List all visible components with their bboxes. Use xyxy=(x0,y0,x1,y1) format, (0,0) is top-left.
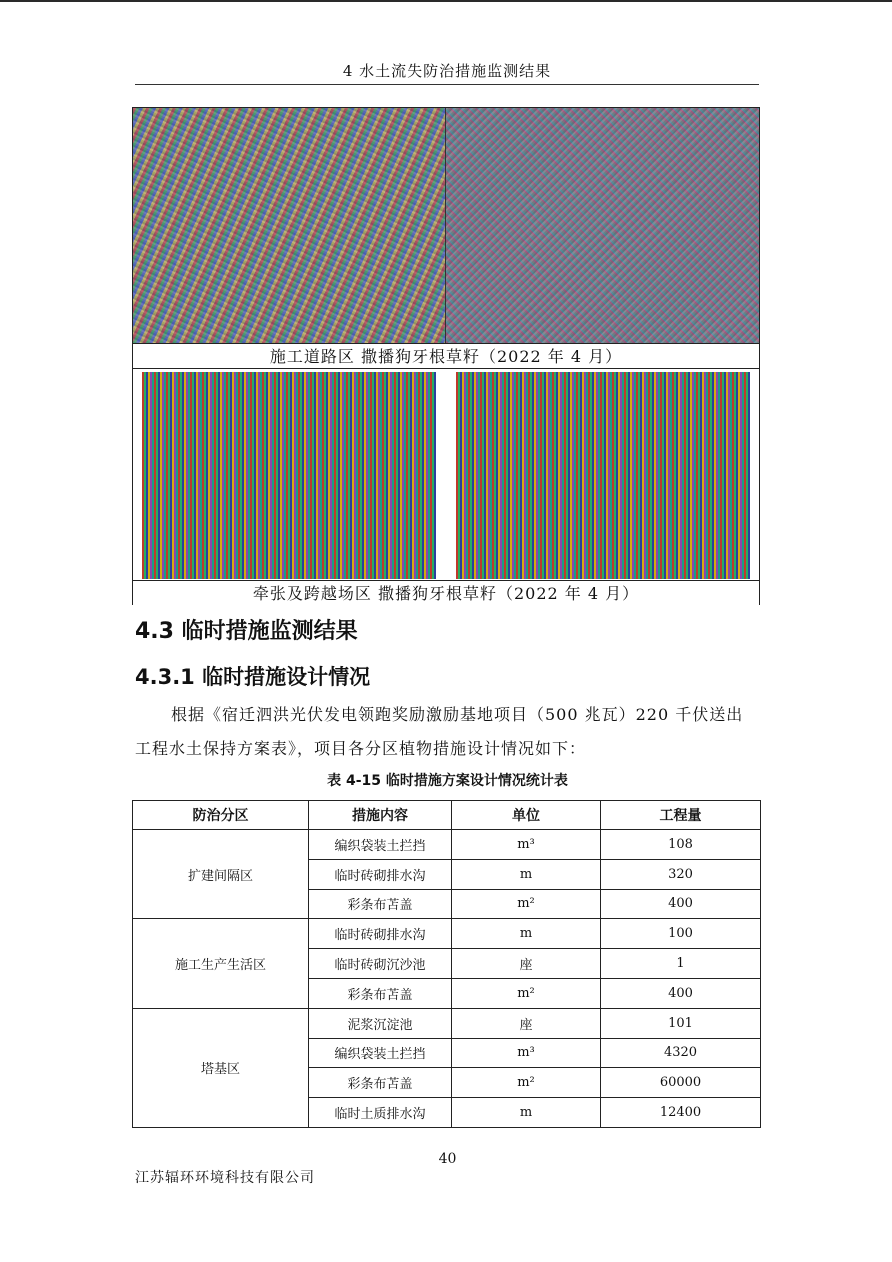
unit-cell: m² xyxy=(452,889,601,919)
unit-cell: m xyxy=(452,919,601,949)
photo-caption-tension-area: 牵张及跨越场区 撒播狗牙根草籽（2022 年 4 月） xyxy=(133,580,759,605)
unit-cell: m³ xyxy=(452,1038,601,1068)
unit-cell: 座 xyxy=(452,1008,601,1038)
qty-cell: 1 xyxy=(601,949,761,979)
header-cell: 防治分区 xyxy=(133,801,309,830)
page-number: 40 xyxy=(438,1151,457,1167)
measure-cell: 临时砖砌排水沟 xyxy=(309,919,452,949)
header-cell: 措施内容 xyxy=(309,801,452,830)
zone-cell: 扩建间隔区 xyxy=(133,830,309,919)
unit-cell: m³ xyxy=(452,830,601,860)
table-row xyxy=(133,919,761,949)
qty-cell: 320 xyxy=(601,859,761,889)
header-rule xyxy=(135,84,759,85)
running-header: 4 水土流失防治措施监测结果 xyxy=(342,62,552,80)
photo-caption-road-area: 施工道路区 撒播狗牙根草籽（2022 年 4 月） xyxy=(133,343,759,369)
unit-cell: 座 xyxy=(452,949,601,979)
qty-cell: 400 xyxy=(601,889,761,919)
qty-cell: 100 xyxy=(601,919,761,949)
measure-cell: 编织袋装土拦挡 xyxy=(309,1038,452,1068)
measure-cell: 彩条布苫盖 xyxy=(309,889,452,919)
table-row xyxy=(133,1008,761,1038)
qty-cell: 12400 xyxy=(601,1098,761,1128)
subsection-heading: 4.3.1 临时措施设计情况 xyxy=(135,665,371,689)
photo-tension-area-1 xyxy=(142,372,436,579)
measure-cell: 临时砖砌排水沟 xyxy=(309,859,452,889)
qty-cell: 400 xyxy=(601,978,761,1008)
section-heading: 4.3 临时措施监测结果 xyxy=(135,619,358,644)
photo-tension-area-2 xyxy=(456,372,750,579)
measure-cell: 彩条布苫盖 xyxy=(309,1068,452,1098)
unit-cell: m xyxy=(452,1098,601,1128)
measure-cell: 临时砖砌沉沙池 xyxy=(309,949,452,979)
measure-cell: 泥浆沉淀池 xyxy=(309,1008,452,1038)
table-row xyxy=(133,830,761,860)
measure-cell: 临时土质排水沟 xyxy=(309,1098,452,1128)
photo-road-area-1 xyxy=(133,108,446,343)
photo-road-area-2 xyxy=(446,108,759,343)
zone-cell: 塔基区 xyxy=(133,1008,309,1127)
top-border xyxy=(0,0,892,2)
unit-cell: m² xyxy=(452,1068,601,1098)
zone-cell: 施工生产生活区 xyxy=(133,919,309,1008)
unit-cell: m xyxy=(452,859,601,889)
table-header-row xyxy=(133,801,761,830)
qty-cell: 60000 xyxy=(601,1068,761,1098)
body-paragraph: 根据《宿迁泗洪光伏发电领跑奖励激励基地项目（500 兆瓦）220 千伏送出工程水土保持方案表》，项目各分区植物措施设计情况如下： xyxy=(135,705,744,758)
header-cell: 单位 xyxy=(452,801,601,830)
qty-cell: 4320 xyxy=(601,1038,761,1068)
header-cell: 工程量 xyxy=(601,801,761,830)
measures-table xyxy=(132,800,761,1128)
measure-cell: 编织袋装土拦挡 xyxy=(309,830,452,860)
qty-cell: 101 xyxy=(601,1008,761,1038)
measure-cell: 彩条布苫盖 xyxy=(309,978,452,1008)
photo-grid xyxy=(132,107,760,605)
qty-cell: 108 xyxy=(601,830,761,860)
table-caption: 表 4-15 临时措施方案设计情况统计表 xyxy=(327,773,568,789)
unit-cell: m² xyxy=(452,978,601,1008)
footer-company: 江苏辐环环境科技有限公司 xyxy=(135,1170,315,1186)
